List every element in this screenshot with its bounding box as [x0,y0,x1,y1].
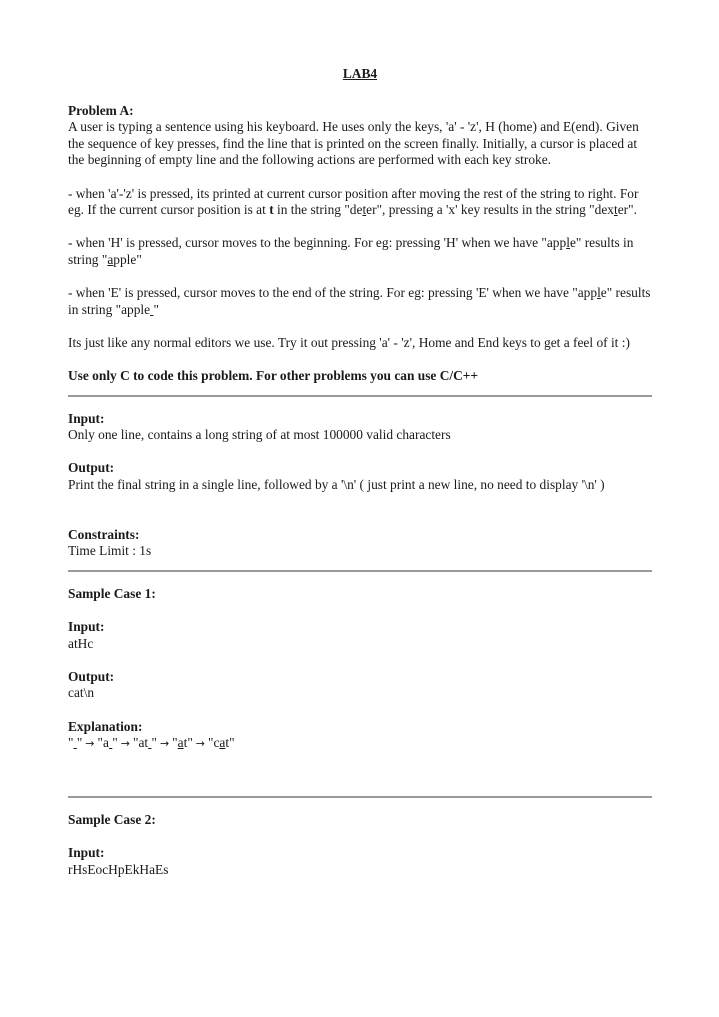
sample1-output-value: cat\n [68,685,95,701]
sample1-explanation-steps [68,735,652,753]
arrow-icon: → [85,737,95,751]
constraints-text: Time Limit : 1s [68,543,152,559]
divider [68,395,652,397]
closing-text: Its just like any normal editors we use. Try it out pressing 'a' - 'z', Home and End keys to get a feel of it :) [68,334,630,350]
page-title: LAB4 [342,66,378,81]
output-heading: Output: [68,460,115,476]
sample1-input-heading: Input: [68,619,105,635]
sample1-explanation-heading: Explanation: [68,718,143,734]
divider [68,796,652,798]
explanation-step: "a " [97,735,118,751]
sample1-input-value: atHc [68,635,94,651]
output-description: Print the final string in a single line, followed by a '\n' ( just print a new line, no need to display '\n' ) [68,477,605,493]
explanation-step: "at " [132,735,157,751]
divider [68,570,652,572]
cursor-position: a [177,735,184,751]
rule-end-key: - when 'E' is pressed, cursor moves to the end of the string. For eg: pressing 'E' when we have "apple" results in string "apple " [68,285,651,317]
arrow-icon: → [120,737,130,751]
sample2-input-heading: Input: [68,844,105,860]
explanation-step: " " [68,735,83,751]
explanation-step: "cat" [208,735,235,751]
language-note: Use only C to code this problem. For other problems you can use C/C++ [68,368,479,384]
arrow-icon: → [195,737,205,751]
problem-heading: Problem A: [68,102,134,118]
sample2-input-value: rHsEocHpEkHaEs [68,861,169,877]
input-heading: Input: [68,410,105,426]
sample1-heading: Sample Case 1: [68,585,156,601]
arrow-icon: → [159,737,170,751]
input-description: Only one line, contains a long string of at most 100000 valid characters [68,427,451,443]
cursor-position: a [219,735,226,751]
constraints-heading: Constraints: [68,526,140,542]
sample1-output-heading: Output: [68,668,115,684]
document-page [68,66,652,878]
explanation-step: "at" [172,735,193,751]
rule-home-key: - when 'H' is pressed, cursor moves to the beginning. For eg: pressing 'H' when we have "apple" results in string "apple" [68,235,634,267]
rule-letter-keys: - when 'a'-'z' is pressed, its printed at current cursor position after moving the rest of the string to right. For eg. If the current cursor position is at t in the string "deter", pressing a 'x' key results in the string "dexter". [68,185,639,218]
sample2-heading: Sample Case 2: [68,811,156,827]
problem-intro: A user is typing a sentence using his keyboard. He uses only the keys, 'a' - 'z', H (home) and E(end). Given the sequence of key presses, find the line that is printed on the screen finally. Initially, a cursor is placed at the beginning of empty line and the following actions are performed with each key stroke. [68,119,639,168]
